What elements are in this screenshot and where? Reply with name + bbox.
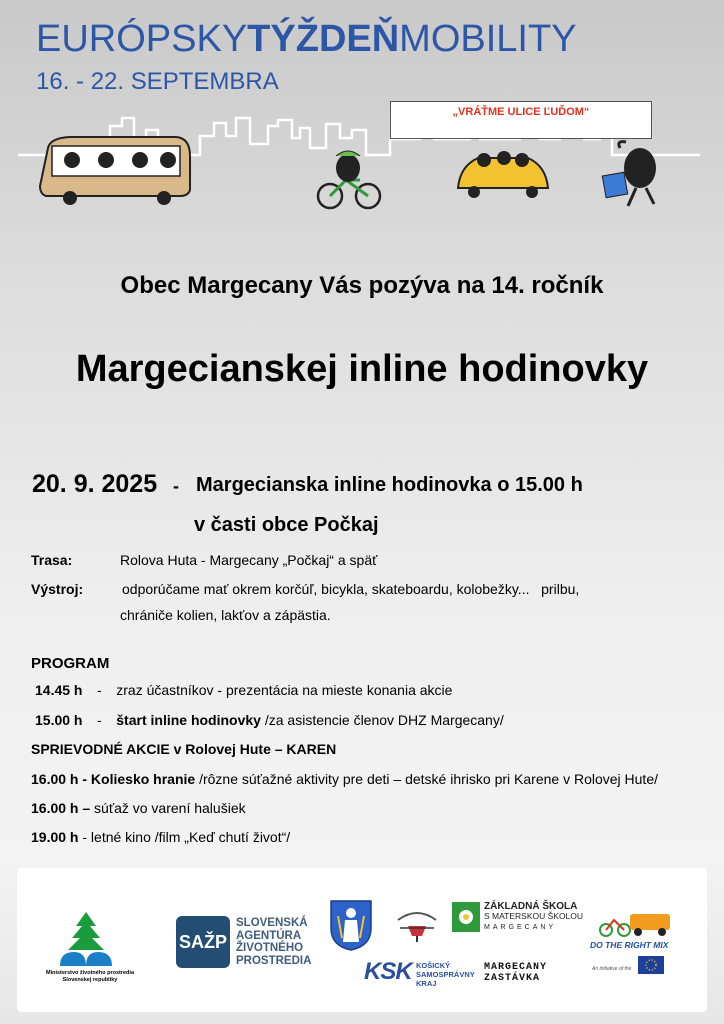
fire-brigade-icon <box>394 906 440 942</box>
agency-line-4: PROSTREDIA <box>236 954 312 967</box>
school-line-2: S MATERSKOU ŠKOLOU <box>484 910 584 921</box>
program-item-time: 15.00 h <box>35 712 83 728</box>
stop-logo <box>484 962 576 984</box>
gear-label: Výstroj: <box>31 581 84 597</box>
ksk-logo-mark: KSK <box>364 958 412 985</box>
program-heading: PROGRAM <box>31 655 110 672</box>
side-events-heading: SPRIEVODNÉ AKCIE v Rolovej Hute – KAREN <box>31 741 337 757</box>
side-event-time: 19.00 h <box>31 829 79 845</box>
program-item-text: zraz účastníkov - prezentácia na mieste konania akcie <box>116 682 453 698</box>
program-item-dash: - <box>97 682 102 698</box>
ksk-logo-text <box>416 961 475 988</box>
agency-line-3: ŽIVOTNÉHO <box>236 942 304 954</box>
event-date: 20. 9. 2025 <box>32 470 158 498</box>
ksk-line-3: KRAJ <box>416 979 437 988</box>
initiative-text: An initiative of the <box>592 966 632 972</box>
route-value: Rolova Huta - Margecany „Počkaj“ a späť <box>120 552 378 568</box>
invitation-line: Obec Margecany Vás pozýva na 14. ročník <box>120 272 604 299</box>
date-separator: - <box>173 476 179 496</box>
program-item-text: /za asistencie členov DHZ Margecany/ <box>260 712 504 728</box>
agency-line-2: AGENTÚRA <box>236 929 302 942</box>
campaign-title <box>36 18 577 61</box>
program-item <box>35 682 452 698</box>
stop-line-1: MARGECANY <box>484 962 548 973</box>
title-part-2: TÝŽDEŇ <box>247 18 400 60</box>
ministry-line-1: Ministerstvo životného prostredia <box>45 970 134 976</box>
campaign-dates: 16. - 22. SEPTEMBRA <box>36 68 279 95</box>
side-event-text: /rôzne súťažné aktivity pre deti – detské ihrisko pri Karene v Rolovej Hute/ <box>195 771 658 787</box>
program-item-bold: štart inline hodinovky <box>116 712 261 728</box>
cyclist-icon <box>318 151 380 208</box>
coat-of-arms-icon <box>328 898 374 952</box>
dtrm-icon <box>594 908 678 938</box>
car-icon <box>458 151 548 198</box>
event-name: Margecianska inline hodinovka o 15.00 h <box>196 474 583 496</box>
sazp-logo-text <box>236 917 311 967</box>
event-place: v časti obce Počkaj <box>194 514 379 536</box>
side-event-bold: - Koliesko hranie <box>78 771 196 787</box>
gear-value-line1: odporúčame mať okrem korčúľ, bicykla, skateboardu, kolobežky... prilbu, <box>122 581 580 597</box>
title-part-3: MOBILITY <box>399 18 577 60</box>
ministry-line-2: Slovenskej republiky <box>62 977 118 983</box>
eu-flag-icon <box>638 956 664 974</box>
side-event-text: - letné kino /film „Keď chutí život“/ <box>78 829 291 845</box>
program-item <box>35 712 504 728</box>
school-logo-icon <box>452 902 480 932</box>
ksk-line-1: KOŠICKÝ <box>416 961 451 970</box>
gear-value-line2: chrániče kolien, lakťov a zápästia. <box>120 607 331 623</box>
ksk-line-2: SAMOSPRÁVNY <box>416 970 475 979</box>
school-logo-text <box>484 902 583 933</box>
side-event-time: 16.00 h <box>31 771 79 787</box>
pedestrian-icon <box>602 142 656 206</box>
side-event-text: súťaž vo varení halušiek <box>90 800 246 816</box>
side-event-item <box>31 771 658 787</box>
school-line-3: MARGECANY <box>484 924 557 931</box>
side-event-item <box>31 829 290 845</box>
stop-line-2: ZASTÁVKA <box>484 973 541 984</box>
program-item-time: 14.45 h <box>35 682 83 698</box>
route-label: Trasa: <box>31 552 73 568</box>
title-part-1: EURÓPSKY <box>36 18 248 60</box>
school-line-1: ZÁKLADNÁ ŠKOLA <box>484 901 578 912</box>
side-event-item <box>31 800 246 816</box>
sazp-logo-mark: SAŽP <box>176 916 230 968</box>
dtrm-logo-text: DO THE RIGHT MIX <box>590 940 669 950</box>
event-title: Margecianskej inline hodinovky <box>75 348 649 390</box>
ministry-logo-icon <box>54 910 118 968</box>
bus-icon <box>40 137 190 205</box>
program-item-dash: - <box>97 712 102 728</box>
slogan-text: „VRÁŤME ULICE ĽUĎOM“ <box>452 106 590 118</box>
agency-line-1: SLOVENSKÁ <box>236 917 308 929</box>
side-event-time: 16.00 h – <box>31 800 91 816</box>
ministry-logo-text <box>40 970 140 984</box>
